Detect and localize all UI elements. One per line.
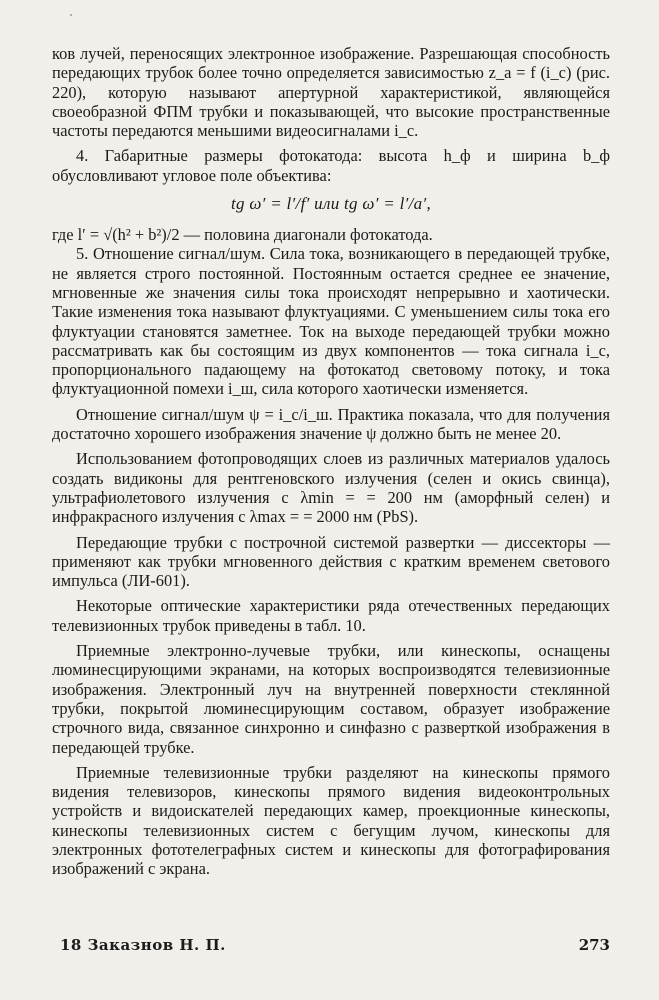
paragraph-diagonal: где l′ = √(h² + b²)/2 — половина диагонали фотокатода. xyxy=(52,225,433,245)
paragraph-dissectors: Передающие трубки с построчной системой развертки — диссекторы — применяют как трубки мгновенного действия с кратким временем светового импульса (ЛИ-601). xyxy=(52,532,610,591)
page-number: 273 xyxy=(578,936,610,954)
paragraph-photocathode-size: 4. Габаритные размеры фотокатода: высота h_ф и ширина b_ф обусловливают угловое поле объектива: xyxy=(52,146,610,185)
page-body xyxy=(52,44,610,879)
paragraph-signal-noise-ratio: Отношение сигнал/шум ψ = i_c/i_ш. Практика показала, что для получения достаточно хорошего изображения значение ψ должно быть не менее 20. xyxy=(52,404,610,444)
paragraph-aperture-characteristic: ков лучей, переносящих электронное изображение. Разрешающая способность передающих трубок более точно определяется зависимостью z_a = f (i_c) (рис. 220), которую называют апертурной характеристикой, являющейся своеобразной ФПМ трубки и показывающей, что высокие пространственные частоты передаются меньшими видеосигналами i_c. xyxy=(52,44,610,141)
paragraph-table-reference: Некоторые оптические характеристики ряда отечественных передающих телевизионных трубок приведены в табл. 10. xyxy=(52,596,610,635)
paper-speck xyxy=(70,14,72,16)
paragraph-kinescopes: Приемные электронно-лучевые трубки, или кинескопы, оснащены люминесцирующими экранами, на которых воспроизводятся телевизионные изображения. Электронный луч на внутренней поверхности стеклянной трубки, покрытой люминесцирующим составом, образует изображение строчного вида, связанное синхронно и синфазно с разверткой изображения в передающей трубке. xyxy=(52,641,610,757)
paragraph-kinescope-types: Приемные телевизионные трубки разделяют на кинескопы прямого видения телевизоров, кинескопы прямого видения видеоконтрольных устройств и видоискателей передающих камер, проекционные кинескопы, кинескопы телевизионных систем с бегущим лучом, кинескопы для электронных фототелеграфных систем и кинескопы для фотографирования изображений с экрана. xyxy=(52,762,610,879)
footer-signature: 18 Заказнов Н. П. xyxy=(60,936,226,954)
paragraph-vidicons: Использованием фотопроводящих слоев из различных материалов удалось создать видиконы для рентгеновского излучения (селен и окись свинца), ультрафиолетового излучения с λmin = = 200 нм (аморфный селен) и инфракрасного излучения с λmax = = 2000 нм (PbS). xyxy=(52,449,610,527)
paragraph-signal-noise: 5. Отношение сигнал/шум. Сила тока, возникающего в передающей трубке, не является строго постоянной. Постоянным остается среднее ее значение, мгновенные же значения силы тока происходят непрерывно и хаотически. Такие изменения тока называют флуктуациями. С уменьшением силы тока его флуктуации становятся заметнее. Ток на выходе передающей трубки можно рассматривать как бы состоящим из двух компонентов — тока сигнала i_c, пропорционального падающему на фотокатод световому потоку, и тока флуктуационной помехи i_ш, сила которого хаотически изменяется. xyxy=(52,244,610,399)
formula-field-angle: tg ω′ = l′/f′ или tg ω′ = l′/a′, xyxy=(230,194,432,214)
